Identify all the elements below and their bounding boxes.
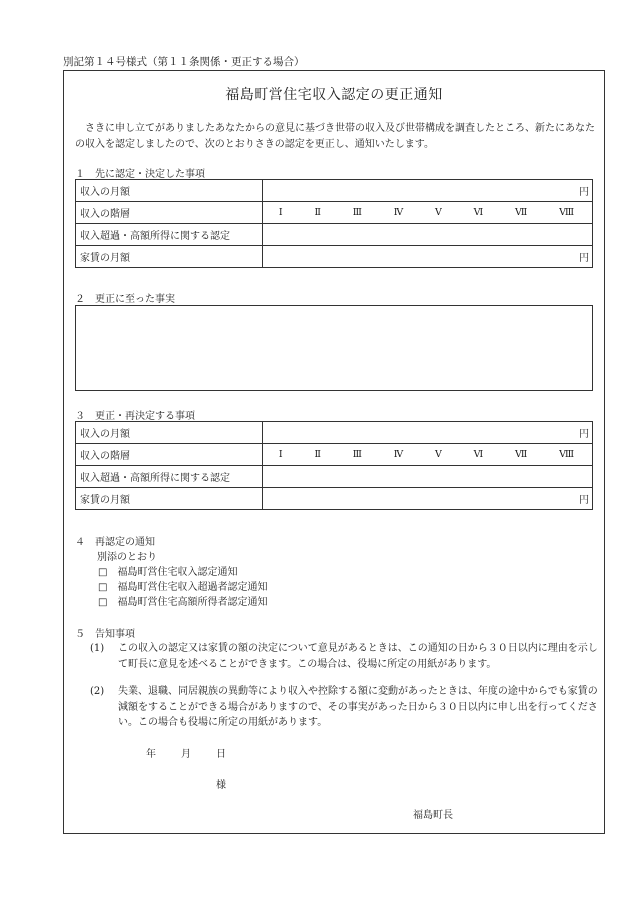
notice-text: この収入の認定又は家賃の額の決定について意見があるときは、この通知の日から３０日以内に理由を示して町長に意見を述べることができます。この場合は、役場に所定の用紙があります。 xyxy=(118,643,598,670)
table-row xyxy=(76,444,593,466)
date-year: 年 xyxy=(146,749,156,760)
row-label: 収入の月額 xyxy=(76,180,263,202)
notice-number: (1) xyxy=(90,643,105,654)
level-4: Ⅳ xyxy=(393,207,404,218)
section3-table xyxy=(75,421,593,510)
section3-heading: ３ 更正・再決定する事項 xyxy=(75,411,195,422)
income-level-options xyxy=(263,207,592,218)
row-label: 収入の階層 xyxy=(76,444,263,466)
table-row xyxy=(76,466,593,488)
empty-cell xyxy=(263,466,593,488)
notice-item-2 xyxy=(90,684,598,732)
level-5: Ⅴ xyxy=(434,449,442,460)
row-label: 収入超過・高額所得に関する認定 xyxy=(76,466,263,488)
level-6: Ⅵ xyxy=(473,207,484,218)
table-row xyxy=(76,422,593,444)
level-2: Ⅱ xyxy=(314,207,321,218)
facts-box xyxy=(75,305,593,391)
section1-heading: １ 先に認定・決定した事項 xyxy=(75,169,205,180)
table-row xyxy=(76,246,593,268)
level-8: Ⅷ xyxy=(559,207,575,218)
section4-heading: ４ 再認定の通知 xyxy=(75,537,155,548)
notice-option-2: □ 福島町営住宅収入超過者認定通知 xyxy=(98,582,268,593)
form-reference: 別記第１４号様式（第１１条関係・更正する場合） xyxy=(63,56,305,68)
notice-text: 失業、退職、同居親族の異動等により収入や控除する額に変動があったときは、年度の途中からでも家賃の減額をすることができる場合がありますので、その事実があった日から３０日以内に申し出を行ってください。この場合も役場に所定の用紙があります。 xyxy=(118,686,598,728)
intro-paragraph xyxy=(75,121,600,153)
notice-number: (2) xyxy=(90,686,105,697)
empty-cell xyxy=(263,224,593,246)
notice-option-1: □ 福島町営住宅収入認定通知 xyxy=(98,567,238,578)
yen-unit: 円 xyxy=(263,246,593,268)
level-2: Ⅱ xyxy=(314,449,321,460)
section1-table xyxy=(75,179,593,268)
income-level-options xyxy=(263,449,592,460)
addressee-honorific: 様 xyxy=(216,780,226,791)
yen-unit: 円 xyxy=(263,422,593,444)
row-label: 家賃の月額 xyxy=(76,246,263,268)
level-7: Ⅶ xyxy=(515,449,528,460)
row-label: 収入超過・高額所得に関する認定 xyxy=(76,224,263,246)
date-day: 日 xyxy=(216,749,226,760)
row-label: 収入の月額 xyxy=(76,422,263,444)
level-5: Ⅴ xyxy=(434,207,442,218)
level-3: Ⅲ xyxy=(352,207,362,218)
income-level-cell xyxy=(263,444,593,466)
row-label: 家賃の月額 xyxy=(76,488,263,510)
table-row xyxy=(76,180,593,202)
section2-heading: ２ 更正に至った事実 xyxy=(75,294,175,305)
intro-text: さきに申し立てがありましたあなたからの意見に基づき世帯の収入及び世帯構成を調査したところ、新たにあなたの収入を認定しましたので、次のとおりさきの認定を更正し、通知いたします。 xyxy=(75,123,595,150)
level-4: Ⅳ xyxy=(393,449,404,460)
level-7: Ⅶ xyxy=(515,207,528,218)
table-row xyxy=(76,202,593,224)
yen-unit: 円 xyxy=(263,180,593,202)
notice-item-1 xyxy=(90,641,598,689)
table-row xyxy=(76,488,593,510)
level-8: Ⅷ xyxy=(559,449,575,460)
date-month: 月 xyxy=(181,749,191,760)
income-level-cell xyxy=(263,202,593,224)
level-6: Ⅵ xyxy=(473,449,484,460)
table-row xyxy=(76,224,593,246)
row-label: 収入の階層 xyxy=(76,202,263,224)
page-title: 福島町営住宅収入認定の更正通知 xyxy=(225,87,443,103)
level-3: Ⅲ xyxy=(352,449,362,460)
section5-heading: ５ 告知事項 xyxy=(75,629,135,640)
yen-unit: 円 xyxy=(263,488,593,510)
section4-subtext: 別添のとおり xyxy=(97,552,157,563)
level-1: Ⅰ xyxy=(278,207,283,218)
level-1: Ⅰ xyxy=(278,449,283,460)
notice-option-3: □ 福島町営住宅高額所得者認定通知 xyxy=(98,597,268,608)
issuer-name: 福島町長 xyxy=(413,810,453,821)
